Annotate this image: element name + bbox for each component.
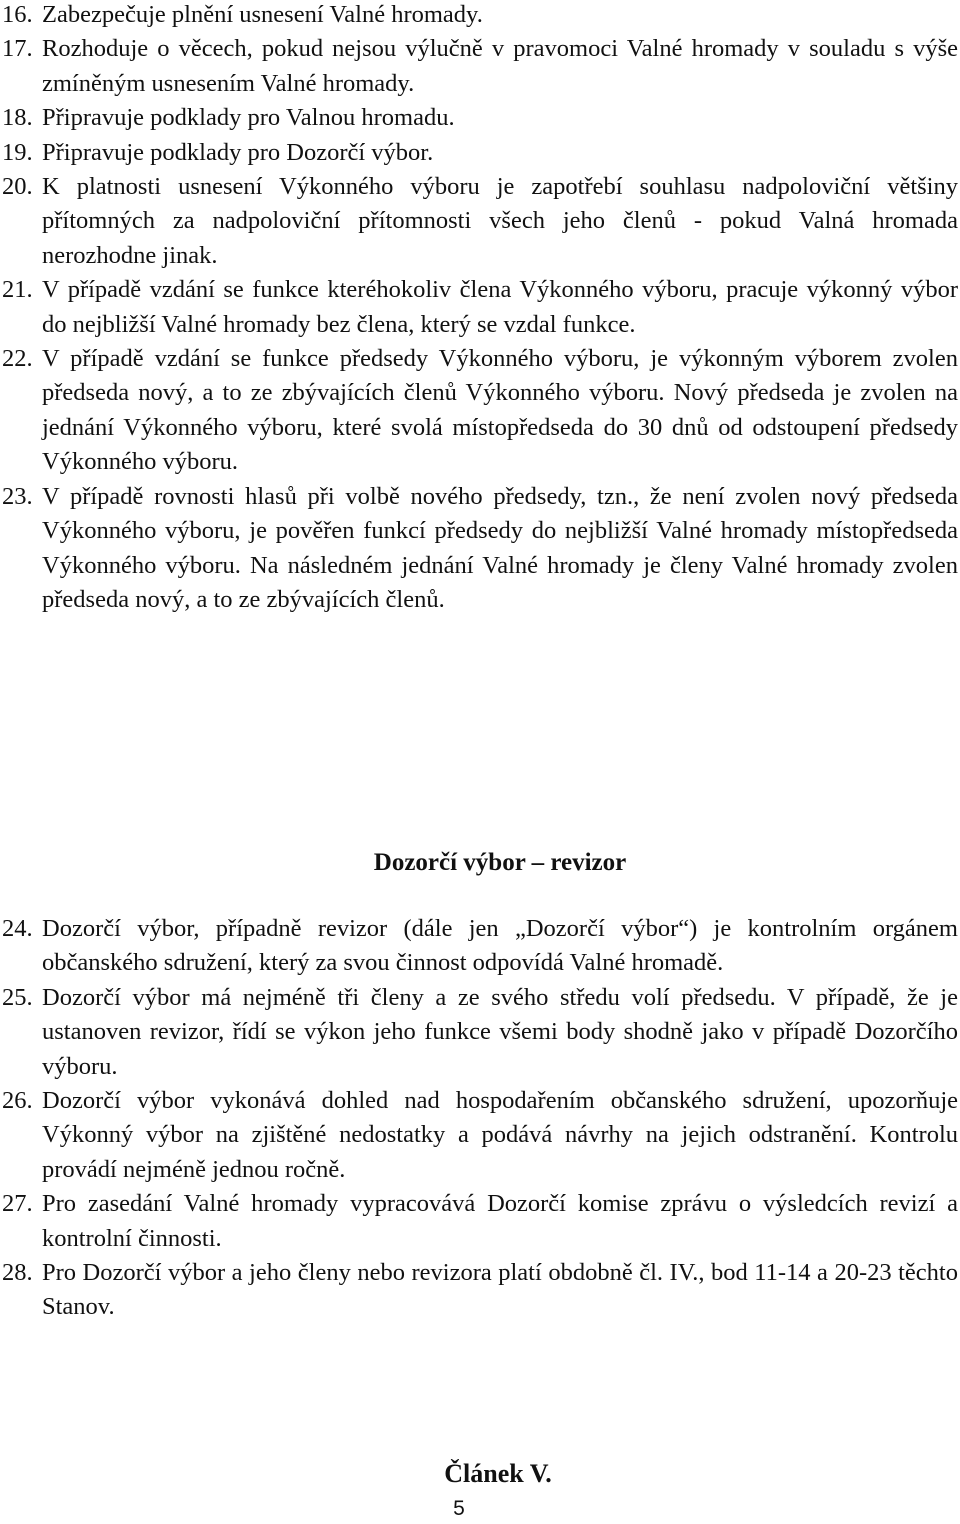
item-text: V případě vzdání se funkce předsedy Výkonného výboru, je výkonným výborem zvolen předseda nový, a to ze zbývajících členů Výkonného výboru. Nový předseda je zvolen na jednání Výkonného výboru, které svolá místopředseda do 30 dnů od odstoupení předsedy Výkonného výboru. [42,345,958,476]
item-text: Dozorčí výbor má nejméně tři členy a ze svého středu volí předsedu. V případě, že je ustanoven revizor, řídí se výkon jeho funkce všemi body shodně jako v případě Dozorčího výboru. [42,983,958,1080]
item-number: 28. [2,1259,33,1287]
list-item [0,1187,958,1256]
item-text: Rozhoduje o věcech, pokud nejsou výlučně v pravomoci Valné hromady v souladu s výše zmíněným usnesením Valné hromady. [42,35,958,97]
item-text: Pro Dozorčí výbor a jeho členy nebo revizora platí obdobně čl. IV., bod 11-14 a 20-23 těchto Stanov. [42,1259,958,1321]
list-item [0,480,958,618]
item-text: Připravuje podklady pro Valnou hromadu. [42,104,455,132]
item-number: 20. [2,173,33,201]
item-number: 22. [2,345,33,373]
list-item [0,342,958,480]
item-number: 26. [2,1087,33,1115]
list-item [0,273,958,342]
item-number: 21. [2,276,33,304]
list-item [0,981,958,1084]
item-number: 16. [2,1,33,28]
list-item [0,0,958,32]
page-number: 5 [453,1497,465,1520]
item-text: Pro zasedání Valné hromady vypracovává Dozorčí komise zprávu o výsledcích revizí a kontrolní činnosti. [42,1190,958,1252]
article-heading: Článek V. [444,1459,552,1488]
item-number: 19. [2,138,33,166]
item-number: 23. [2,482,33,510]
item-text: V případě rovnosti hlasů při volbě nového předsedy, tzn., že není zvolen nový předseda Výkonného výboru, je pověřen funkcí předsedy do nejbližší Valné hromady místopředseda Výkonného výboru. Na následném jednání Valné hromady je členy Valné hromady zvolen předseda nový, a to ze zbývajících členů. [42,482,958,613]
list-item [0,136,958,170]
numbered-list-executive-committee [0,0,958,617]
section-heading: Dozorčí výbor – revizor [373,849,627,876]
list-item [0,1256,958,1325]
item-text: K platnosti usnesení Výkonného výboru je zapotřebí souhlasu nadpoloviční většiny přítomných za nadpoloviční přítomnosti všech jeho členů - pokud Valná hromada nerozhodne jinak. [42,173,958,269]
item-number: 18. [2,104,33,132]
numbered-list-supervisory-board [0,912,958,1325]
list-item [0,1084,958,1187]
item-text: Připravuje podklady pro Dozorčí výbor. [42,138,434,166]
list-item [0,170,958,273]
item-text: Dozorčí výbor vykonává dohled nad hospodařením občanského sdružení, upozorňuje Výkonný výbor na zjištěné nedostatky a podává návrhy na jejich odstranění. Kontrolu provádí nejméně jednou ročně. [42,1087,958,1183]
item-text: Dozorčí výbor, případně revizor (dále jen „Dozorčí výbor“) je kontrolním orgánem občanského sdružení, který za svou činnost odpovídá Valné hromadě. [42,915,958,977]
item-number: 27. [2,1190,33,1218]
list-item [0,101,958,135]
item-number: 17. [2,35,33,63]
item-text: Zabezpečuje plnění usnesení Valné hromady. [42,1,483,28]
item-number: 24. [2,915,33,942]
item-text: V případě vzdání se funkce kteréhokoliv člena Výkonného výboru, pracuje výkonný výbor do nejbližší Valné hromady bez člena, který se vzdal funkce. [42,276,958,338]
item-number: 25. [2,983,33,1011]
list-item [0,912,958,981]
list-item [0,32,958,101]
